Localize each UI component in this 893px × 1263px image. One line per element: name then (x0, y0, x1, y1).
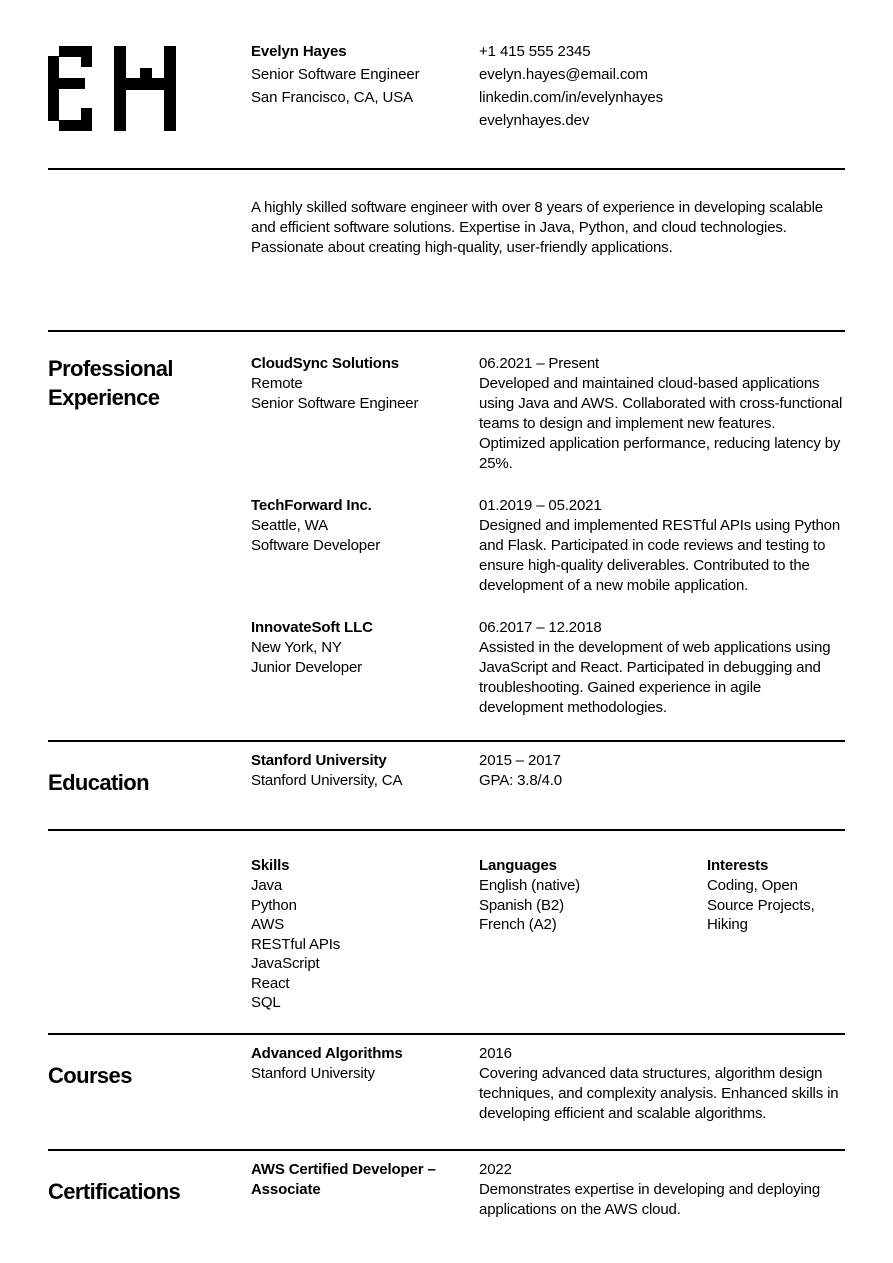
interests-column (707, 856, 845, 1013)
company-location: Remote (251, 375, 303, 392)
interests-heading: Interests (707, 857, 769, 874)
job-dates: 01.2019 – 05.2021 (479, 497, 602, 514)
certifications-title: Certifications (48, 1178, 181, 1204)
experience-entry-3-spacer (48, 618, 251, 718)
course-year: 2016 (479, 1044, 512, 1062)
company-name: TechForward Inc. (251, 497, 372, 514)
job-dates: 06.2021 – Present (479, 355, 600, 372)
experience-section (48, 354, 845, 474)
skill-item: AWS (251, 916, 285, 933)
divider-before-education (48, 740, 845, 742)
skills-section (48, 856, 845, 1013)
experience-entry-3 (48, 618, 845, 718)
skills-column (251, 856, 479, 1013)
header-contacts (479, 40, 845, 132)
experience-heading-wrap (48, 354, 251, 474)
summary-label-spacer (48, 198, 251, 258)
skill-item: SQL (251, 994, 281, 1011)
job-role: Senior Software Engineer (251, 395, 419, 412)
experience-entry-2-spacer (48, 496, 251, 596)
certification-year: 2022 (479, 1160, 512, 1178)
job-role: Junior Developer (251, 659, 362, 676)
school-location: Stanford University, CA (251, 772, 403, 789)
contact-website[interactable]: evelynhayes.dev (479, 112, 590, 129)
education-dates: 2015 – 2017 (479, 752, 561, 769)
skills-columns (251, 856, 845, 1013)
language-item: English (native) (479, 877, 580, 894)
company-location: New York, NY (251, 639, 342, 656)
skills-heading: Skills (251, 857, 290, 874)
courses-section (48, 1044, 845, 1124)
experience-entry-3-right (479, 618, 845, 718)
job-description: Developed and maintained cloud-based applications using Java and AWS. Collaborated with cross-functional teams to design and implement new features. Optimized application performance, reducing latency by 25%. (479, 375, 843, 472)
contact-linkedin[interactable]: linkedin.com/in/evelynhayes (479, 89, 664, 106)
skills-label-spacer (48, 856, 251, 1013)
courses-heading-wrap (48, 1061, 251, 1124)
language-item: Spanish (B2) (479, 896, 564, 914)
eh-monogram-icon (48, 46, 176, 131)
languages-column (479, 856, 707, 1013)
certification-description: Demonstrates expertise in developing and deploying applications on the AWS cloud. (479, 1180, 821, 1218)
school-name: Stanford University (251, 752, 387, 769)
languages-heading: Languages (479, 857, 557, 874)
summary-text: A highly skilled software engineer with over 8 years of experience in developing scalable and efficient software solutions. Expertise in Java, Python, and cloud technologies. Passionate about creating high-quality, user-friendly applications. (251, 199, 823, 256)
company-name: CloudSync Solutions (251, 355, 399, 372)
header-identity (251, 40, 479, 132)
experience-entry-1-right (479, 354, 845, 474)
certification-name: AWS Certified Developer – Associate (251, 1160, 436, 1198)
divider-after-header (48, 168, 845, 170)
education-title: Education (48, 770, 149, 795)
summary-section (48, 198, 845, 258)
course-institution: Stanford University (251, 1064, 375, 1082)
job-description: Designed and implemented RESTful APIs using Python and Flask. Participated in code reviews and testing to ensure high-quality deliverables. Contributed to the development of a new mobile application. (479, 517, 841, 594)
person-name: Evelyn Hayes (251, 43, 347, 60)
skill-item: JavaScript (251, 955, 320, 972)
education-heading-wrap (48, 768, 251, 797)
certifications-entry-1-left (251, 1160, 479, 1220)
course-description: Covering advanced data structures, algorithm design techniques, and complexity analysis. Enhanced skills in developing efficient and scalable algorithms. (479, 1064, 839, 1122)
courses-entry-1-left (251, 1044, 479, 1124)
divider-before-courses (48, 1033, 845, 1035)
education-gpa: GPA: 3.8/4.0 (479, 772, 562, 789)
job-role: Software Developer (251, 537, 381, 554)
divider-before-experience (48, 330, 845, 332)
person-location: San Francisco, CA, USA (251, 89, 414, 106)
skill-item: React (251, 974, 290, 992)
interest-item: Source Projects, (707, 896, 815, 914)
job-dates: 06.2017 – 12.2018 (479, 619, 602, 636)
language-item: French (A2) (479, 916, 557, 933)
skill-item: RESTful APIs (251, 935, 341, 953)
experience-entry-2-right (479, 496, 845, 596)
interest-item: Coding, Open (707, 877, 798, 894)
divider-before-certifications (48, 1149, 845, 1151)
courses-title: Courses (48, 1062, 132, 1088)
certifications-entry-1-right (479, 1160, 845, 1220)
experience-entry-3-left (251, 618, 479, 718)
contact-email[interactable]: evelyn.hayes@email.com (479, 66, 648, 83)
skill-item: Java (251, 877, 283, 894)
experience-entry-2-left (251, 496, 479, 596)
experience-entry-1-left (251, 354, 479, 474)
education-entry-1-right (479, 751, 845, 797)
resume-header (48, 0, 845, 132)
divider-before-skills (48, 829, 845, 831)
contact-phone: +1 415 555 2345 (479, 43, 591, 60)
experience-entry-2 (48, 496, 845, 596)
company-name: InnovateSoft LLC (251, 619, 373, 636)
interest-item: Hiking (707, 916, 748, 933)
education-entry-1-left (251, 751, 479, 797)
experience-title: Professional Experience (48, 356, 173, 410)
certifications-heading-wrap (48, 1177, 251, 1220)
skill-item: Python (251, 896, 297, 914)
company-location: Seattle, WA (251, 517, 328, 534)
job-description: Assisted in the development of web applications using JavaScript and React. Participated in debugging and troubleshooting. Gained experience in agile development methodologies. (479, 639, 831, 716)
courses-entry-1-right (479, 1044, 845, 1124)
course-name: Advanced Algorithms (251, 1044, 403, 1062)
certifications-section (48, 1160, 845, 1220)
person-role: Senior Software Engineer (251, 66, 420, 83)
education-section (48, 752, 845, 797)
monogram-logo (48, 40, 251, 132)
